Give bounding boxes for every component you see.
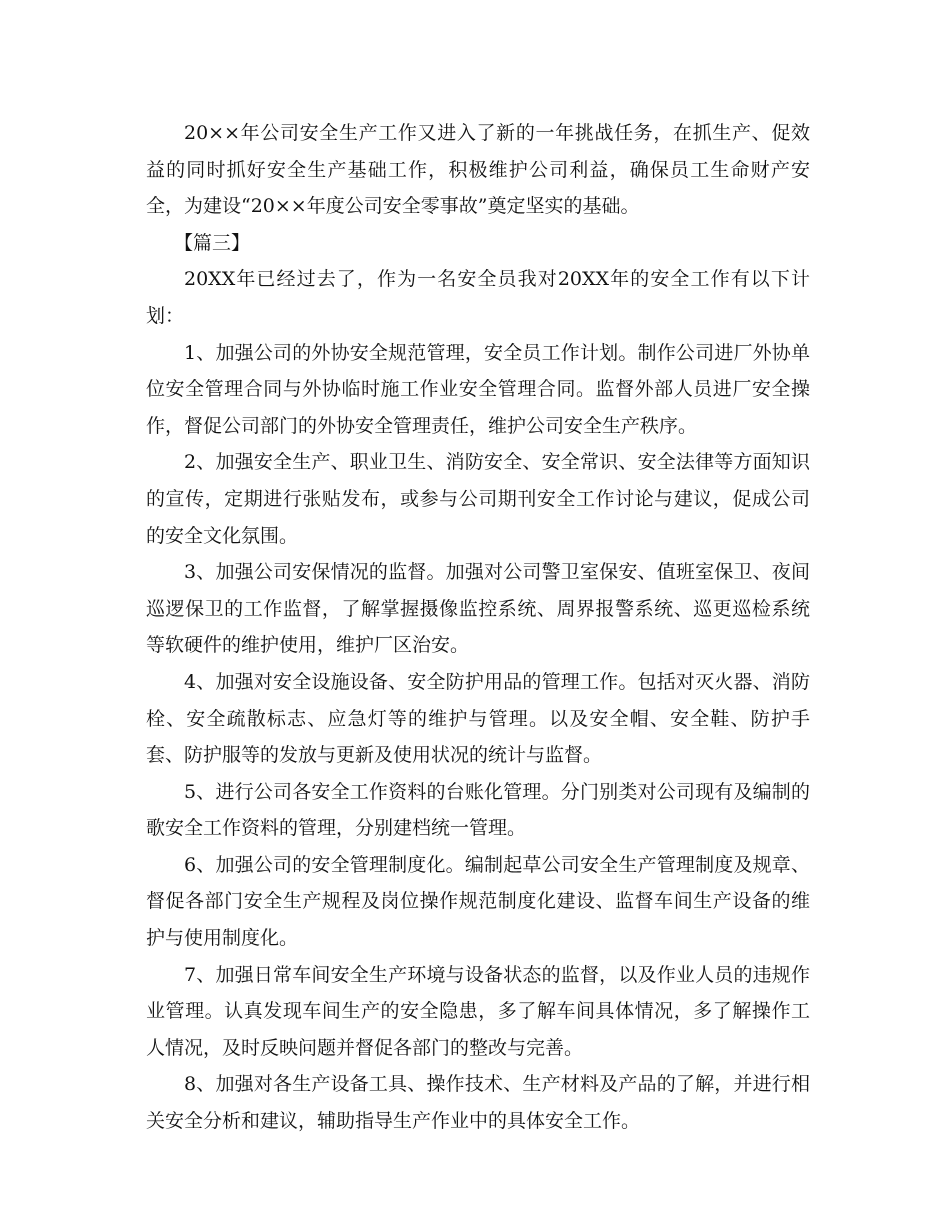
plan-item-2: 2、加强安全生产、职业卫生、消防安全、安全常识、安全法律等方面知识的宣传，定期进行张贴发布，或参与公司期刊安全工作讨论与建议，促成公司的安全文化氛围。 bbox=[146, 451, 810, 547]
section-heading: 【篇三】 bbox=[174, 231, 251, 254]
intro-paragraph: 20××年公司安全生产工作又进入了新的一年挑战任务，在抓生产、促效益的同时抓好安全生产基础工作，积极维护公司利益，确保员工生命财产安全，为建设“20××年度公司安全零事故”奠定坚实的基础。 bbox=[146, 122, 810, 218]
plan-item-4: 4、加强对安全设施设备、安全防护用品的管理工作。包括对灭火器、消防栓、安全疏散标志、应急灯等的维护与管理。以及安全帽、安全鞋、防护手套、防护服等的发放与更新及使用状况的统计与监督。 bbox=[146, 670, 810, 767]
plan-item-1: 1、加强公司的外协安全规范管理，安全员工作计划。制作公司进厂外协单位安全管理合同与外协临时施工作业安全管理合同。监督外部人员进厂安全操作，督促公司部门的外协安全管理责任，维护公司安全生产秩序。 bbox=[146, 341, 810, 437]
plan-item-7: 7、加强日常车间安全生产环境与设备状态的监督，以及作业人员的违规作业管理。认真发现车间生产的安全隐患，多了解车间具体情况，多了解操作工人情况，及时反映问题并督促各部门的整改与完善。 bbox=[146, 963, 810, 1059]
plan-item-6: 6、加强公司的安全管理制度化。编制起草公司安全生产管理制度及规章、督促各部门安全生产规程及岗位操作规范制度化建设、监督车间生产设备的维护与使用制度化。 bbox=[146, 853, 810, 950]
document-body bbox=[146, 115, 810, 1140]
plan-item-5: 5、进行公司各安全工作资料的台账化管理。分门别类对公司现有及编制的歌安全工作资料的管理，分别建档统一管理。 bbox=[146, 780, 810, 840]
plan-item-8: 8、加强对各生产设备工具、操作技术、生产材料及产品的了解，并进行相关安全分析和建议，辅助指导生产作业中的具体安全工作。 bbox=[146, 1073, 810, 1133]
plan-item-3: 3、加强公司安保情况的监督。加强对公司警卫室保安、值班室保卫、夜间巡逻保卫的工作监督，了解掌握摄像监控系统、周界报警系统、巡更巡检系统等软硬件的维护使用，维护厂区治安。 bbox=[146, 561, 810, 657]
lead-paragraph: 20XX年已经过去了，作为一名安全员我对20XX年的安全工作有以下计划： bbox=[146, 268, 810, 327]
